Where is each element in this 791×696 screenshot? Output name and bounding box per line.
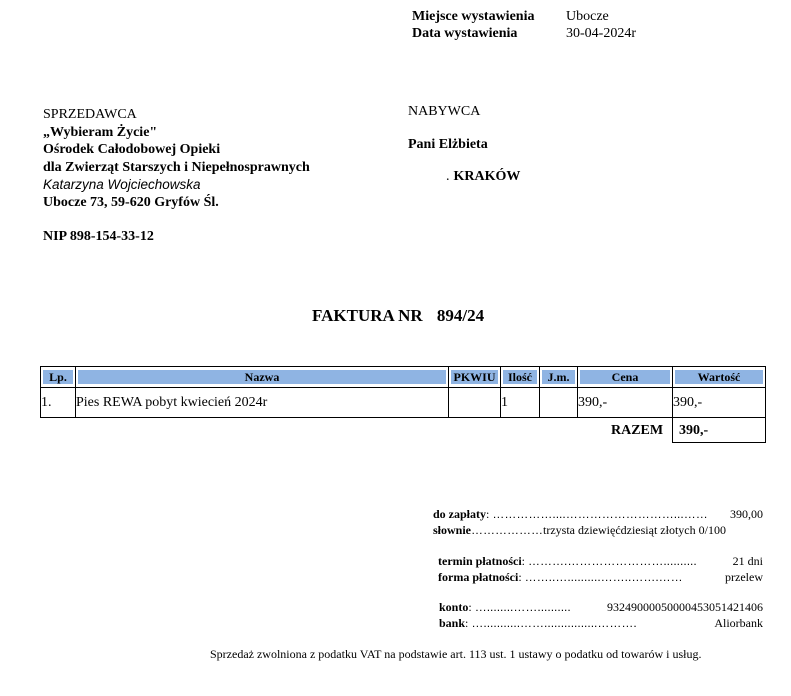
cell-jm (540, 388, 578, 418)
invoice-title-prefix: FAKTURA NR (312, 306, 423, 325)
invoice-number: 894/24 (436, 306, 485, 325)
payment-term-value: 21 dni (732, 554, 763, 568)
items-table (40, 366, 766, 418)
issue-place-value: Ubocze (566, 9, 609, 24)
header-cell (673, 367, 766, 388)
cell-lp: 1. (41, 388, 76, 418)
payment-due-label: do zapłaty (433, 507, 487, 521)
header-cell (449, 367, 501, 388)
seller-name-line3: dla Zwierząt Starszych i Niepełnosprawnych (43, 159, 310, 175)
payment-account-value: 93249000050000453051421406 (607, 600, 763, 614)
cell-ilosc: 1 (501, 388, 540, 418)
issue-meta (412, 8, 636, 42)
payment-due-value: 390,00 (730, 507, 763, 521)
header-nazwa: Nazwa (78, 370, 446, 384)
cell-nazwa: Pies REWA pobyt kwiecień 2024r (76, 388, 449, 418)
seller-name-line1: „Wybieram Życie" (43, 124, 158, 140)
header-cell (41, 367, 76, 388)
seller-person: Katarzyna Wojciechowska (43, 177, 201, 192)
buyer-heading: NABYWCA (408, 104, 481, 119)
issue-date-value: 30-04-2024r (566, 26, 636, 41)
payment-form-row: forma płatności: ……..…..........……..…….…… przelew (438, 570, 763, 584)
payment-term-label: termin płatności (438, 554, 522, 568)
header-cell (578, 367, 673, 388)
vat-exemption-note: Sprzedaż zwolniona z podatku VAT na podstawie art. 113 ust. 1 ustawy o podatku od towarów i usług. (210, 647, 702, 661)
seller-nip: NIP 898-154-33-12 (43, 229, 154, 244)
payment-due-row: do zapłaty: ……………....………………………...…… 390,00 (433, 507, 763, 521)
header-cell (501, 367, 540, 388)
payment-words-label: słownie (433, 523, 472, 537)
payment-account-label: konto (439, 600, 469, 614)
header-wartosc: Wartość (675, 370, 763, 384)
issue-date-label: Data wystawienia (412, 26, 518, 41)
payment-form-label: forma płatności (438, 570, 519, 584)
payment-bank-row: bank: …...........……................………. Aliorbank (439, 616, 763, 630)
payment-bank-value: Aliorbank (714, 616, 763, 630)
header-lp: Lp. (43, 370, 73, 384)
seller-name-line2: Ośrodek Całodobowej Opieki (43, 142, 221, 157)
payment-words-value: trzysta dziewięćdziesiąt złotych 0/100 (543, 523, 726, 537)
header-jm: J.m. (542, 370, 575, 384)
cell-cena: 390,- (578, 388, 673, 418)
total-value: 390,- (672, 418, 766, 443)
seller-block (43, 106, 310, 246)
table-row (41, 388, 766, 418)
cell-wartosc: 390,- (673, 388, 766, 418)
table-header-row (41, 367, 766, 388)
payment-words-row: słownie………………trzysta dziewięćdziesiąt złotych 0/100 (433, 523, 726, 537)
header-cell (540, 367, 578, 388)
payment-term-row: termin płatności: ……….…………………….......... 21 dni (438, 554, 763, 568)
buyer-block (408, 104, 520, 185)
buyer-name: Pani Elżbieta (408, 137, 488, 152)
buyer-city-text: KRAKÓW (453, 169, 521, 184)
total-label: RAZEM (611, 423, 664, 438)
seller-heading: SPRZEDAWCA (43, 107, 137, 122)
header-pkwiu: PKWIU (451, 370, 498, 384)
payment-account-row: konto: …........…….......... 93249000050000453051421406 (439, 600, 763, 614)
cell-pkwiu (449, 388, 501, 418)
issue-date-row (412, 25, 636, 42)
payment-form-value: przelew (725, 570, 763, 584)
seller-address: Ubocze 73, 59-620 Gryfów Śl. (43, 194, 219, 210)
payment-bank-label: bank (439, 616, 466, 630)
buyer-city: . KRAKÓW (446, 169, 521, 184)
header-cell (76, 367, 449, 388)
header-cena: Cena (580, 370, 670, 384)
header-ilosc: Ilość (503, 370, 537, 384)
invoice-title (312, 306, 484, 326)
issue-place-label: Miejsce wystawienia (412, 9, 535, 24)
issue-place-row (412, 8, 636, 25)
